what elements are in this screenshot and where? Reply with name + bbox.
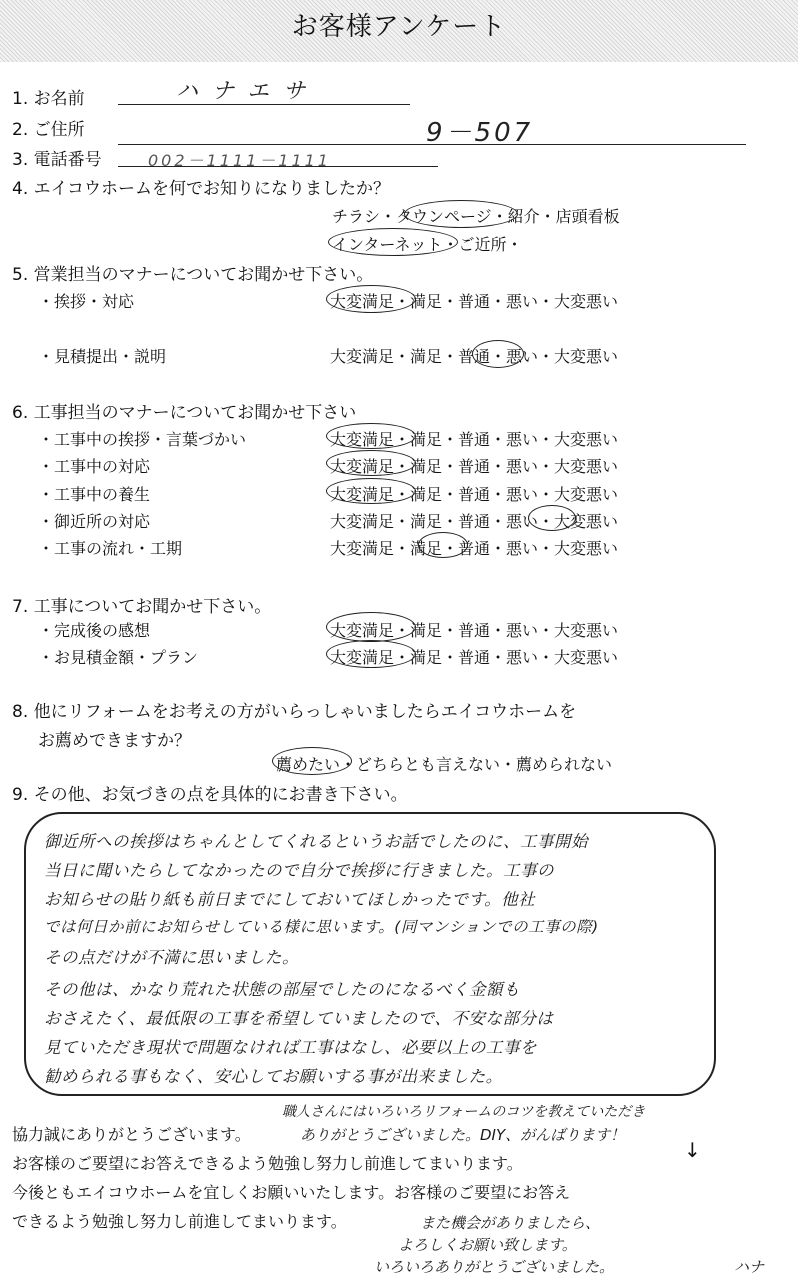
comment-line: 見ていただき現状で問題なければ工事はなし、必要以上の工事を bbox=[44, 1038, 537, 1057]
handwritten-note-3: また機会がありましたら、 bbox=[420, 1214, 601, 1232]
comment-line: その点だけが不満に思いました。 bbox=[44, 948, 299, 967]
q5-item-estimate: ・見積提出・説明 bbox=[38, 347, 167, 366]
q2-label: 2. ご住所 bbox=[12, 120, 85, 140]
q6-item-words: ・工事中の挨拶・言葉づかい bbox=[38, 430, 247, 449]
closing-line-1: 協力誠にありがとうございます。 bbox=[12, 1125, 251, 1144]
q4-circle-townpage bbox=[404, 200, 518, 228]
comment-line: 勧められる事もなく、安心してお願いする事が出来ました。 bbox=[44, 1067, 503, 1086]
q2-address-value: 9－507 bbox=[426, 118, 534, 148]
q6-item-schedule: ・工事の流れ・工期 bbox=[38, 539, 183, 558]
q8-circle-recommend bbox=[272, 747, 352, 775]
handwritten-note-2: ありがとうございました。DIY、がんばります！ bbox=[300, 1126, 626, 1144]
handwritten-signature: ハナ bbox=[734, 1258, 765, 1276]
q5-item-greeting: ・挨拶・対応 bbox=[38, 292, 135, 311]
closing-line-3: 今後ともエイコウホームを宜しくお願いいたします。お客様のご要望にお答え bbox=[12, 1183, 571, 1202]
q7-item-estimate-plan: ・お見積金額・プラン bbox=[38, 648, 199, 667]
q5-scale-estimate: 大変満足・満足・普通・悪い・大変悪い bbox=[330, 347, 619, 366]
q4-options-row1: チラシ・タウンページ・紹介・店頭看板 bbox=[332, 207, 620, 226]
q7-circle-impression bbox=[326, 612, 416, 642]
q6-item-neighbors: ・御近所の対応 bbox=[38, 512, 151, 531]
q7-scale-impression: 大変満足・満足・普通・悪い・大変悪い bbox=[330, 621, 619, 640]
q8-label-line1: 8. 他にリフォームをお考えの方がいらっしゃいましたらエイコウホームを bbox=[12, 702, 577, 722]
q6-scale-neighbors: 大変満足・満足・普通・悪い・大変悪い bbox=[330, 512, 619, 531]
q6-item-curing: ・工事中の養生 bbox=[38, 485, 151, 504]
comment-line: 当日に聞いたらしてなかったので自分で挨拶に行きました。工事の bbox=[44, 861, 554, 880]
q6-circle-curing bbox=[326, 478, 416, 504]
handwritten-note-1: 職人さんにはいろいろリフォームのコツを教えていただき bbox=[282, 1104, 646, 1120]
q4-circle-internet bbox=[328, 228, 458, 256]
q8-label-line2: お薦めできますか？ bbox=[38, 731, 191, 751]
closing-line-2: お客様のご要望にお答えできるよう勉強し努力し前進してまいります。 bbox=[12, 1154, 523, 1173]
q7-scale-estimate-plan: 大変満足・満足・普通・悪い・大変悪い bbox=[330, 648, 619, 667]
arrow-down-icon: ↓ bbox=[684, 1138, 701, 1162]
q3-phone-value: 002－1111－1111 bbox=[148, 151, 331, 170]
q6-circle-response bbox=[326, 450, 416, 476]
q6-scale-curing: 大変満足・満足・普通・悪い・大変悪い bbox=[330, 485, 619, 504]
handwritten-note-4: よろしくお願い致します。 bbox=[398, 1236, 577, 1254]
q6-circle-schedule bbox=[418, 532, 468, 558]
q5-circle-estimate bbox=[472, 340, 524, 368]
comment-line: お知らせの貼り紙も前日までにしておいてほしかったです。他社 bbox=[44, 890, 536, 909]
q6-label: 6. 工事担当のマナーについてお聞かせ下さい bbox=[12, 403, 357, 423]
q7-circle-estimate-plan bbox=[326, 640, 416, 668]
q6-item-response: ・工事中の対応 bbox=[38, 457, 151, 476]
q4-label: 4. エイコウホームを何でお知りになりましたか？ bbox=[12, 179, 390, 199]
q5-label: 5. 営業担当のマナーについてお聞かせ下さい。 bbox=[12, 265, 374, 285]
q6-scale-response: 大変満足・満足・普通・悪い・大変悪い bbox=[330, 457, 619, 476]
closing-line-4: できるよう勉強し努力し前進してまいります。 bbox=[12, 1212, 347, 1231]
q7-item-impression: ・完成後の感想 bbox=[38, 621, 151, 640]
q1-label: 1. お名前 bbox=[12, 89, 85, 109]
comment-line: おさえたく、最低限の工事を希望していましたので、不安な部分は bbox=[44, 1009, 554, 1028]
q7-label: 7. 工事についてお聞かせ下さい。 bbox=[12, 597, 272, 617]
q6-circle-words bbox=[326, 423, 416, 449]
q4-options-row2: インターネット・ご近所・ bbox=[332, 235, 523, 254]
q3-label: 3. 電話番号 bbox=[12, 150, 102, 170]
q9-label: 9. その他、お気づきの点を具体的にお書き下さい。 bbox=[12, 785, 408, 805]
comment-line: その他は、かなり荒れた状態の部屋でしたのになるべく金額も bbox=[44, 980, 520, 999]
q8-options: 薦めたい・どちらとも言えない・薦められない bbox=[276, 755, 613, 774]
q1-name-value: ハナエサ bbox=[176, 79, 320, 104]
q6-scale-schedule: 大変満足・満足・普通・悪い・大変悪い bbox=[330, 539, 619, 558]
comment-line: 御近所への挨拶はちゃんとしてくれるというお話でしたのに、工事開始 bbox=[44, 832, 588, 851]
q5-circle-greeting bbox=[326, 285, 416, 313]
q6-scale-words: 大変満足・満足・普通・悪い・大変悪い bbox=[330, 430, 619, 449]
q5-scale-greeting: 大変満足・満足・普通・悪い・大変悪い bbox=[330, 292, 619, 311]
q6-circle-neighbors bbox=[528, 505, 576, 531]
comment-line: では何日か前にお知らせしている様に思います。(同マンションでの工事の際) bbox=[44, 918, 599, 936]
handwritten-note-5: いろいろありがとうございました。 bbox=[374, 1258, 615, 1276]
page-title: お客様アンケート bbox=[291, 12, 507, 42]
